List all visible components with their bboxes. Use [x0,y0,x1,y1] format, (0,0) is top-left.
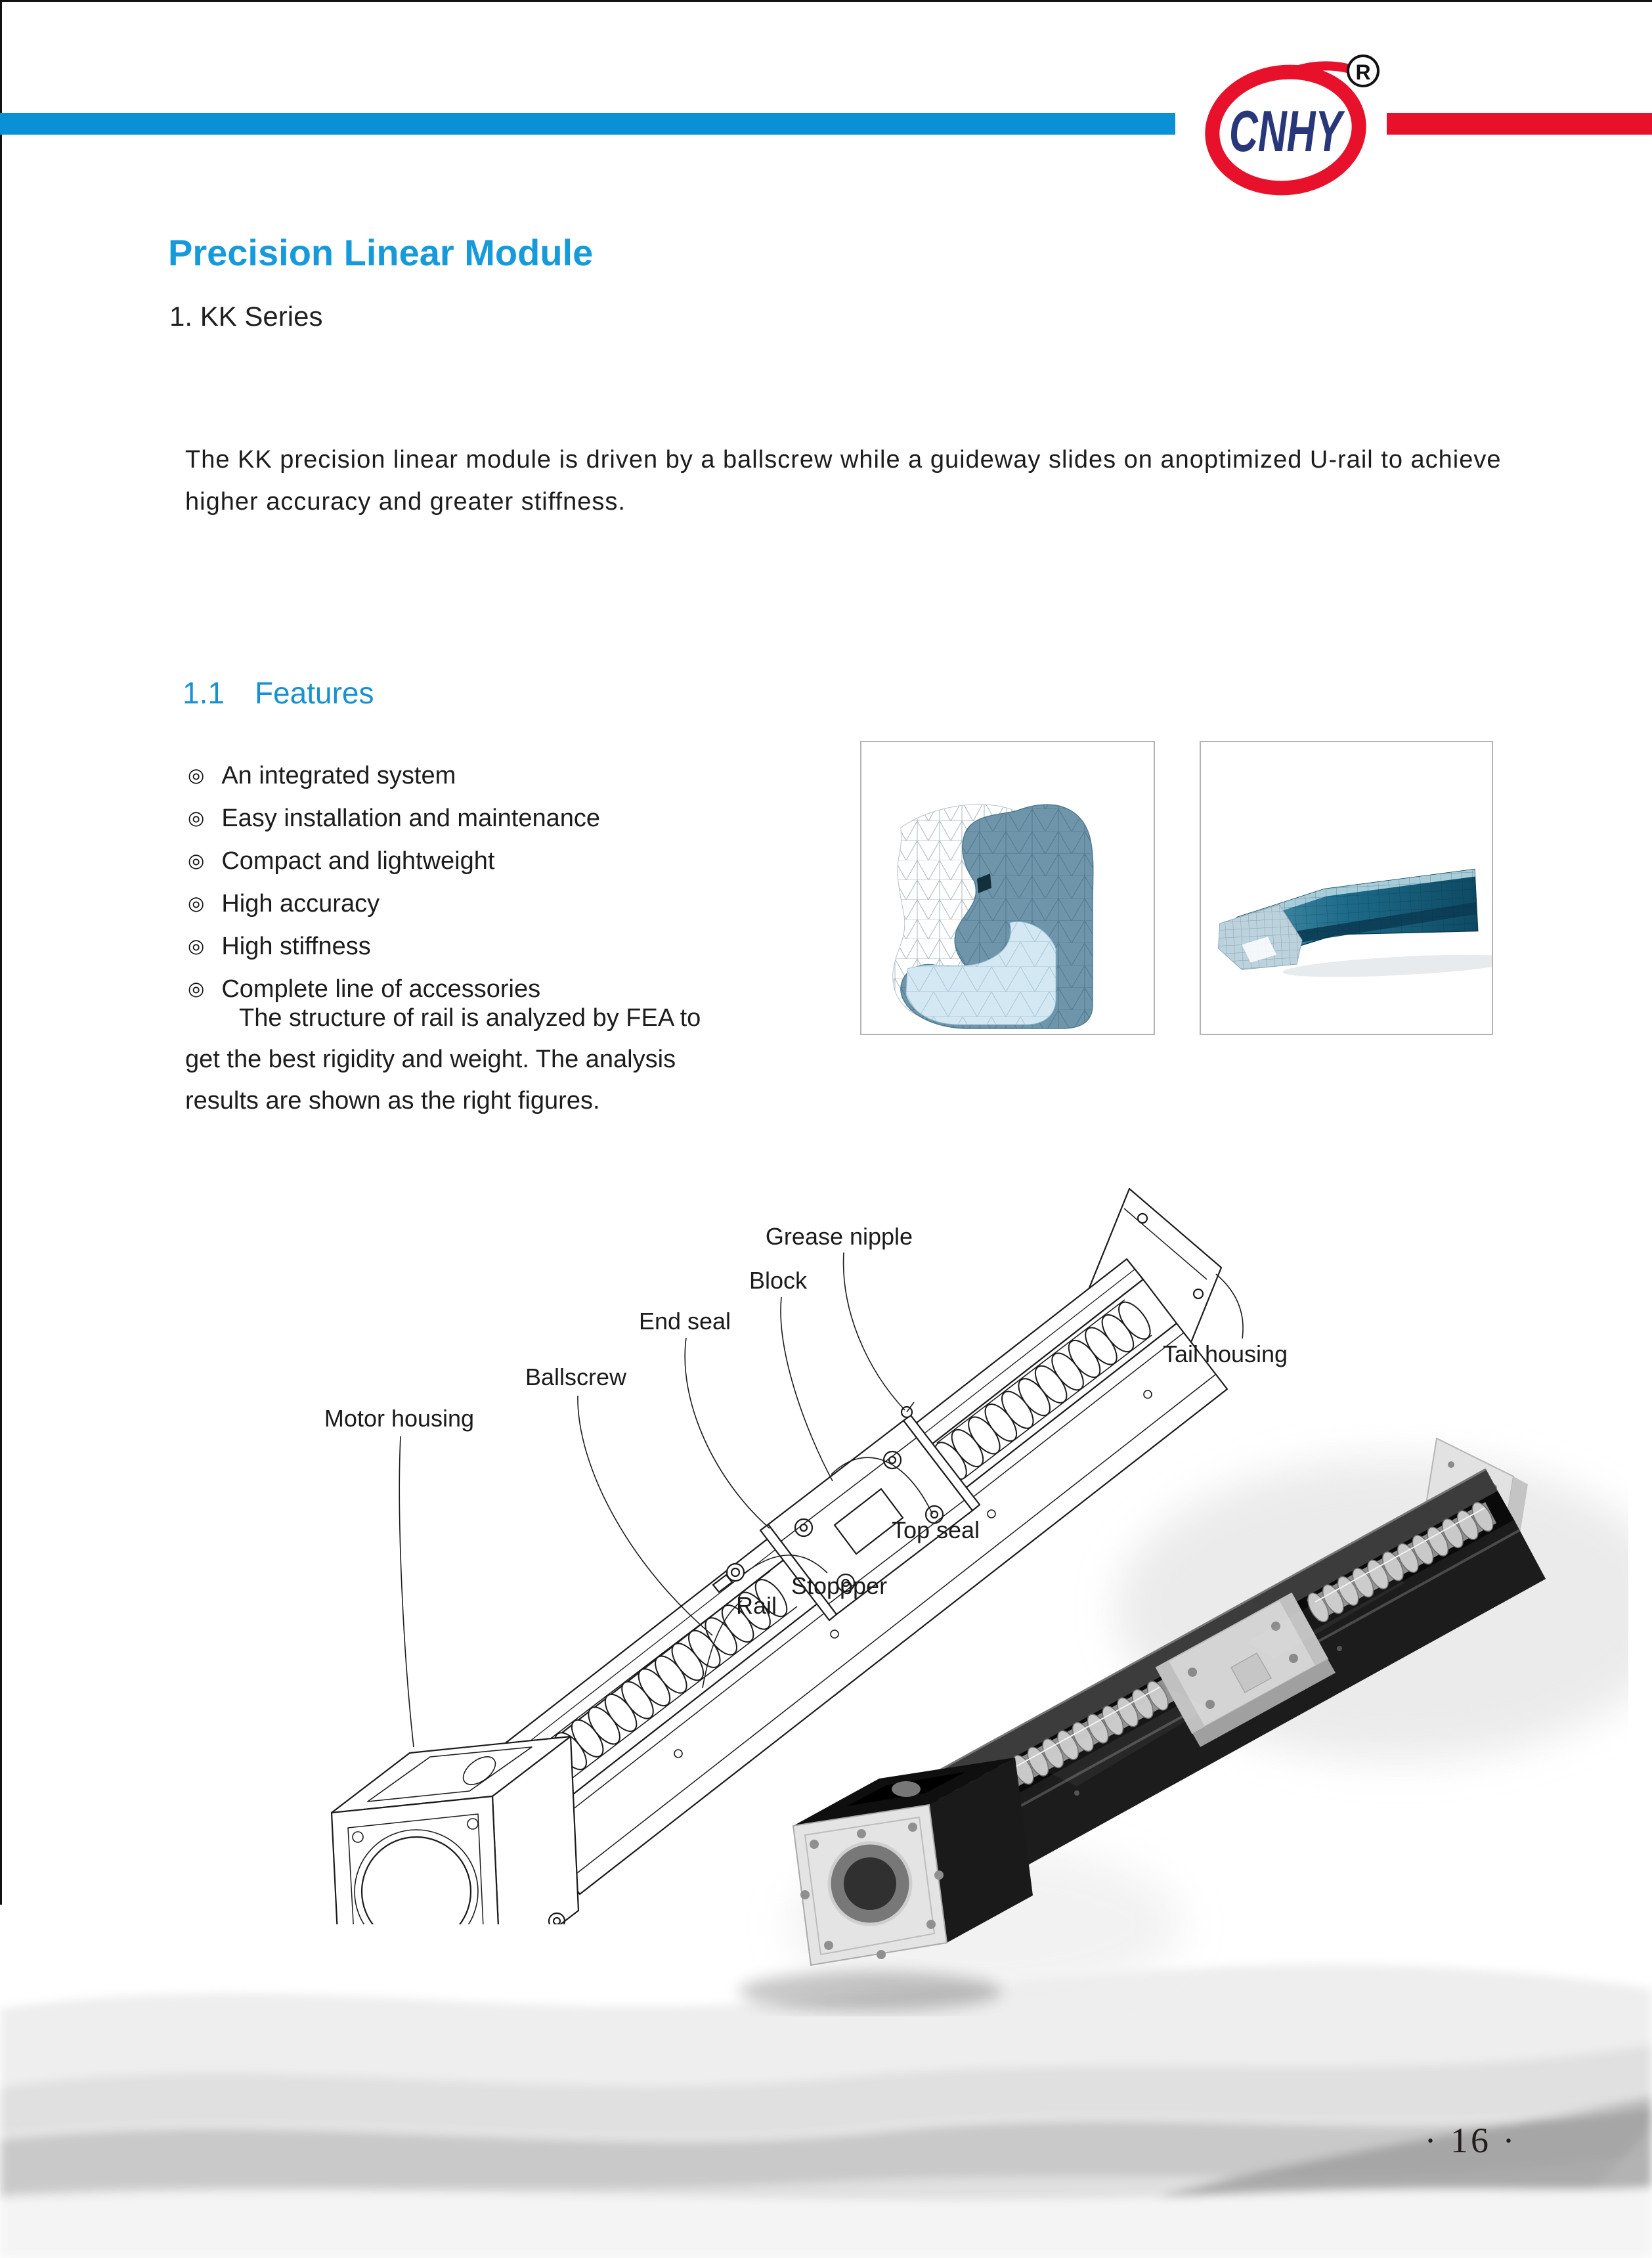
features-heading [183,675,374,711]
features-list [188,755,600,1011]
diagram-label: Tail housing [1162,1340,1288,1367]
diagram-label: Block [749,1267,808,1294]
intro-line: higher accuracy and greater stiffness. [185,488,626,516]
cnhy-logo [1200,29,1496,210]
series-heading: 1. KK Series [169,301,323,332]
fea-note-line: get the best rigidity and weight. The analysis [185,1046,676,1073]
feature-item [188,755,600,798]
product-photo [709,1425,1628,2016]
features-heading-text: Features [254,676,374,710]
diagram-label: Rail [735,1592,777,1619]
registered-letter: R [1355,60,1371,84]
page-left-border [0,0,2,1905]
feature-text: Compact and lightweight [221,847,495,875]
fea-deformation-figure [1200,741,1493,1035]
features-heading-number: 1.1 [183,676,225,710]
diagram-label: Grease nipple [765,1223,913,1250]
diagram-label: End seal [638,1308,731,1335]
bullseye-bullet-icon: ◎ [188,936,205,957]
diagram-label: Ballscrew [525,1363,627,1390]
diagram-label: Top seal [891,1516,980,1543]
intro-paragraph [185,439,1502,523]
fea-note-line: The structure of rail is analyzed by FEA to [239,1004,701,1032]
feature-text: An integrated system [221,762,456,789]
feature-text: High stiffness [221,933,371,960]
feature-item [188,883,600,926]
fea-mesh-figure [860,741,1155,1035]
bullseye-bullet-icon: ◎ [188,808,205,829]
header-blue-bar [0,113,1175,135]
bullseye-bullet-icon: ◎ [188,765,205,786]
bullseye-bullet-icon: ◎ [188,979,205,1000]
diagram-label: Motor housing [324,1405,475,1432]
feature-item [188,798,600,841]
page-number: · 16 · [1424,2121,1517,2160]
feature-item [188,841,600,883]
diagram-label: Stoppper [791,1572,888,1599]
page-top-border [0,0,1652,2]
logo-text: CNHY [1229,99,1346,164]
page-title: Precision Linear Module [168,232,594,273]
feature-text: Complete line of accessories [221,975,541,1003]
fea-note-line: results are shown as the right figures. [185,1087,600,1115]
feature-text: Easy installation and maintenance [221,805,601,832]
bullseye-bullet-icon: ◎ [188,851,205,872]
feature-text: High accuracy [221,890,380,918]
feature-item [188,926,600,969]
bullseye-bullet-icon: ◎ [188,893,205,914]
fea-note [185,998,701,1122]
intro-line: The KK precision linear module is driven by a ballscrew while a guideway slides on anoptimized U-rail to achieve [185,446,1502,474]
